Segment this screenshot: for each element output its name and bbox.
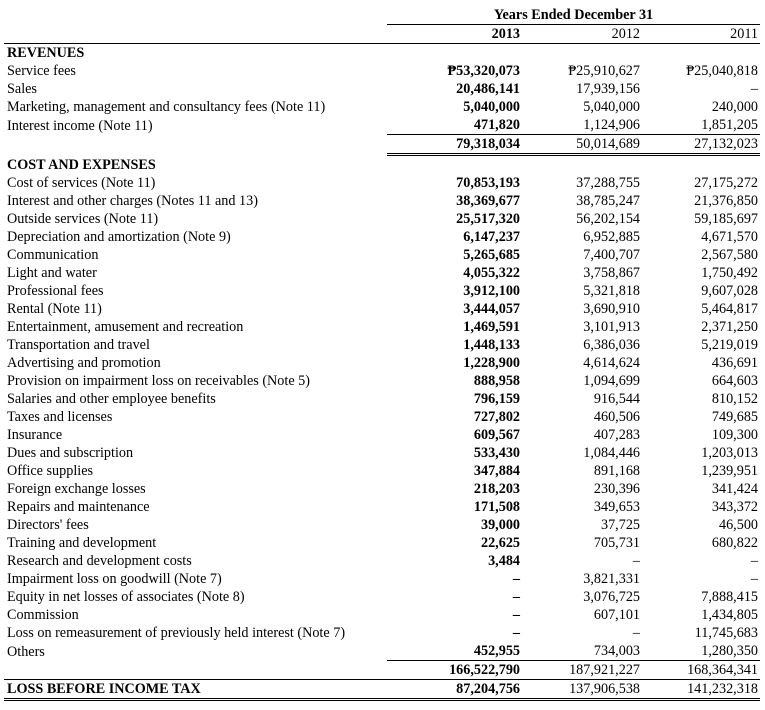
value-2013: 22,625 xyxy=(480,535,520,551)
loss-2011: 141,232,318 xyxy=(642,680,760,700)
years-ended-heading: Years Ended December 31 xyxy=(387,6,760,25)
value-2013: 452,955 xyxy=(473,643,520,659)
value-2011: 810,152 xyxy=(711,391,758,407)
value-2012: 6,952,885 xyxy=(583,229,640,245)
table-row xyxy=(4,336,760,354)
value-2012: 3,821,331 xyxy=(583,571,640,587)
value-2013: 727,802 xyxy=(473,409,520,425)
row-label: Foreign exchange losses xyxy=(7,481,146,497)
value-2012: 1,084,446 xyxy=(583,445,640,461)
value-2013: 3,444,057 xyxy=(463,301,520,317)
value-2012: 607,101 xyxy=(593,607,640,623)
spacer xyxy=(387,155,522,175)
value-2011: 9,607,028 xyxy=(701,283,758,299)
row-label: Depreciation and amortization (Note 9) xyxy=(7,229,231,245)
table-row xyxy=(4,318,760,336)
value-2013: 796,159 xyxy=(473,391,520,407)
row-label: Light and water xyxy=(7,265,97,281)
value-2012: 916,544 xyxy=(593,391,640,407)
costs-total-2011: 168,364,341 xyxy=(642,661,760,680)
table-row xyxy=(4,498,760,516)
row-label: Directors' fees xyxy=(7,517,89,533)
value-2013: 20,486,141 xyxy=(456,81,520,97)
revenues-section-heading xyxy=(4,44,760,63)
value-2011: 343,372 xyxy=(711,499,758,515)
value-2013: – xyxy=(512,607,520,623)
value-2013: – xyxy=(512,625,520,641)
value-2012: 5,040,000 xyxy=(583,99,640,115)
value-2012: 460,506 xyxy=(593,409,640,425)
costs-total-2012: 187,921,227 xyxy=(522,661,642,680)
row-label: Research and development costs xyxy=(7,553,192,569)
table-row xyxy=(4,570,760,588)
row-label: Office supplies xyxy=(7,463,94,479)
value-2011: 749,685 xyxy=(711,409,758,425)
value-2011: 1,280,350 xyxy=(701,643,758,659)
value-2013: 1,448,133 xyxy=(463,337,520,353)
revenues-title: REVENUES xyxy=(4,44,387,63)
table-row xyxy=(4,192,760,210)
value-2013: 25,517,320 xyxy=(456,211,520,227)
row-label: Rental (Note 11) xyxy=(7,301,102,317)
loss-before-tax-row xyxy=(4,680,760,700)
table-row xyxy=(4,210,760,228)
year-2012-header: 2012 xyxy=(522,25,642,44)
value-2011: 240,000 xyxy=(711,99,758,115)
costs-total-row xyxy=(4,661,760,680)
value-2013: 4,055,322 xyxy=(463,265,520,281)
value-2011: 46,500 xyxy=(718,517,758,533)
row-label: Sales xyxy=(7,81,37,97)
value-2011: 680,822 xyxy=(711,535,758,551)
value-2011: 11,745,683 xyxy=(694,625,758,641)
loss-2012: 137,906,538 xyxy=(522,680,642,700)
spacer xyxy=(642,155,760,175)
income-statement-table xyxy=(4,6,760,701)
value-2011: 7,888,415 xyxy=(701,589,758,605)
revenues-total-row xyxy=(4,135,760,155)
table-row xyxy=(4,300,760,318)
value-2013: 39,000 xyxy=(480,517,520,533)
value-2011: 59,185,697 xyxy=(694,211,758,227)
value-2013: 218,203 xyxy=(473,481,520,497)
table-row xyxy=(4,282,760,300)
value-2012: 734,003 xyxy=(593,643,640,659)
value-2012: 4,614,624 xyxy=(583,355,640,371)
row-label: Others xyxy=(7,643,45,660)
table-row xyxy=(4,534,760,552)
row-label: Entertainment, amusement and recreation xyxy=(7,319,244,335)
value-2011: 1,851,205 xyxy=(701,117,758,133)
row-label: Provision on impairment loss on receivables (Note 5) xyxy=(7,373,311,389)
table-row xyxy=(4,444,760,462)
value-2012: – xyxy=(632,625,640,641)
value-2012: 891,168 xyxy=(593,463,640,479)
value-2012: 705,731 xyxy=(593,535,640,551)
value-2011: ₱25,040,818 xyxy=(686,63,758,79)
loss-before-tax-label: LOSS BEFORE INCOME TAX xyxy=(4,680,387,700)
row-label: Interest and other charges (Notes 11 and 13) xyxy=(7,193,258,209)
table-row xyxy=(4,98,760,116)
value-2013: 533,430 xyxy=(473,445,520,461)
value-2013: 5,040,000 xyxy=(463,99,520,115)
row-label: Interest income (Note 11) xyxy=(7,117,153,134)
value-2011: 5,464,817 xyxy=(701,301,758,317)
table-row xyxy=(4,588,760,606)
value-2011: – xyxy=(750,571,758,587)
row-label: Commission xyxy=(7,607,79,623)
year-header-row xyxy=(4,25,760,44)
row-label: Outside services (Note 11) xyxy=(7,211,159,227)
header-group-row xyxy=(4,6,760,25)
revenues-total-2013: 79,318,034 xyxy=(387,135,522,155)
table-row xyxy=(4,116,760,135)
value-2013: 471,820 xyxy=(473,117,520,133)
row-label: Advertising and promotion xyxy=(7,355,161,371)
value-2011: 2,567,580 xyxy=(701,247,758,263)
value-2013: 5,265,685 xyxy=(463,247,520,263)
value-2013: 3,912,100 xyxy=(463,283,520,299)
table-row xyxy=(4,174,760,192)
loss-2013: 87,204,756 xyxy=(387,680,522,700)
table-row xyxy=(4,354,760,372)
row-label: Insurance xyxy=(7,427,63,443)
value-2013: – xyxy=(512,571,520,587)
row-label: Loss on remeasurement of previously held interest (Note 7) xyxy=(7,625,346,641)
value-2011: 109,300 xyxy=(711,427,758,443)
value-2012: 230,396 xyxy=(593,481,640,497)
value-2013: ₱53,320,073 xyxy=(447,63,520,79)
value-2011: 341,424 xyxy=(711,481,758,497)
value-2011: – xyxy=(750,81,758,97)
value-2011: 2,371,250 xyxy=(701,319,758,335)
value-2013: – xyxy=(512,589,520,605)
row-label: Communication xyxy=(7,247,99,263)
row-label: Professional fees xyxy=(7,283,104,299)
value-2012: 407,283 xyxy=(593,427,640,443)
value-2013: 888,958 xyxy=(473,373,520,389)
value-2012: 1,094,699 xyxy=(583,373,640,389)
costs-total-2013: 166,522,790 xyxy=(387,661,522,680)
value-2013: 1,469,591 xyxy=(463,319,520,335)
costs-section-heading xyxy=(4,155,760,175)
table-row xyxy=(4,62,760,80)
table-row xyxy=(4,80,760,98)
table-row xyxy=(4,408,760,426)
value-2013: 3,484 xyxy=(488,553,520,569)
table-row xyxy=(4,264,760,282)
value-2011: 4,671,570 xyxy=(701,229,758,245)
row-label: Service fees xyxy=(7,63,76,79)
value-2011: 1,239,951 xyxy=(701,463,758,479)
value-2012: 5,321,818 xyxy=(583,283,640,299)
value-2012: 1,124,906 xyxy=(583,117,640,133)
value-2013: 38,369,677 xyxy=(456,193,520,209)
table-row xyxy=(4,606,760,624)
table-row xyxy=(4,426,760,444)
spacer xyxy=(522,155,642,175)
table-row xyxy=(4,480,760,498)
revenues-total-2012: 50,014,689 xyxy=(522,135,642,155)
value-2012: 37,725 xyxy=(600,517,640,533)
table-row xyxy=(4,642,760,661)
value-2013: 6,147,237 xyxy=(463,229,520,245)
row-label: Training and development xyxy=(7,535,157,551)
table-row xyxy=(4,516,760,534)
value-2012: 6,386,036 xyxy=(583,337,640,353)
value-2013: 1,228,900 xyxy=(463,355,520,371)
value-2011: 21,376,850 xyxy=(694,193,758,209)
value-2013: 70,853,193 xyxy=(456,175,520,191)
costs-title: COST AND EXPENSES xyxy=(7,157,156,173)
value-2012: 3,101,913 xyxy=(583,319,640,335)
value-2012: 3,758,867 xyxy=(583,265,640,281)
value-2012: 38,785,247 xyxy=(576,193,640,209)
value-2012: 17,939,156 xyxy=(576,81,640,97)
value-2011: 1,203,013 xyxy=(701,445,758,461)
row-label: Impairment loss on goodwill (Note 7) xyxy=(7,571,222,587)
table-row xyxy=(4,552,760,570)
row-label: Repairs and maintenance xyxy=(7,499,150,515)
value-2011: – xyxy=(750,553,758,569)
row-label: Equity in net losses of associates (Note 8) xyxy=(7,589,245,605)
value-2011: 1,434,805 xyxy=(701,607,758,623)
value-2012: 37,288,755 xyxy=(576,175,640,191)
value-2012: 7,400,707 xyxy=(583,247,640,263)
table-row xyxy=(4,462,760,480)
row-label: Marketing, management and consultancy fees (Note 11) xyxy=(7,99,326,115)
value-2013: 171,508 xyxy=(473,499,520,515)
table-row xyxy=(4,624,760,642)
year-2013-header: 2013 xyxy=(387,25,522,44)
table-row xyxy=(4,228,760,246)
year-2011-header: 2011 xyxy=(642,25,760,44)
table-row xyxy=(4,372,760,390)
total-label-spacer xyxy=(4,135,387,155)
value-2013: 609,567 xyxy=(473,427,520,443)
value-2011: 1,750,492 xyxy=(701,265,758,281)
value-2012: 56,202,154 xyxy=(576,211,640,227)
table-row xyxy=(4,246,760,264)
table-row xyxy=(4,390,760,408)
value-2011: 436,691 xyxy=(711,355,758,371)
row-label: Cost of services (Note 11) xyxy=(7,175,156,191)
value-2012: – xyxy=(632,553,640,569)
value-2013: 347,884 xyxy=(473,463,520,479)
value-2011: 664,603 xyxy=(711,373,758,389)
revenues-total-2011: 27,132,023 xyxy=(642,135,760,155)
value-2011: 27,175,272 xyxy=(694,175,758,191)
value-2012: 349,653 xyxy=(593,499,640,515)
value-2012: 3,690,910 xyxy=(583,301,640,317)
row-label: Salaries and other employee benefits xyxy=(7,391,216,407)
value-2012: ₱25,910,627 xyxy=(568,63,640,79)
row-label: Taxes and licenses xyxy=(7,409,113,425)
value-2011: 5,219,019 xyxy=(701,337,758,353)
row-label: Dues and subscription xyxy=(7,445,134,461)
value-2012: 3,076,725 xyxy=(583,589,640,605)
row-label: Transportation and travel xyxy=(7,337,150,353)
total-label-spacer xyxy=(4,661,387,680)
